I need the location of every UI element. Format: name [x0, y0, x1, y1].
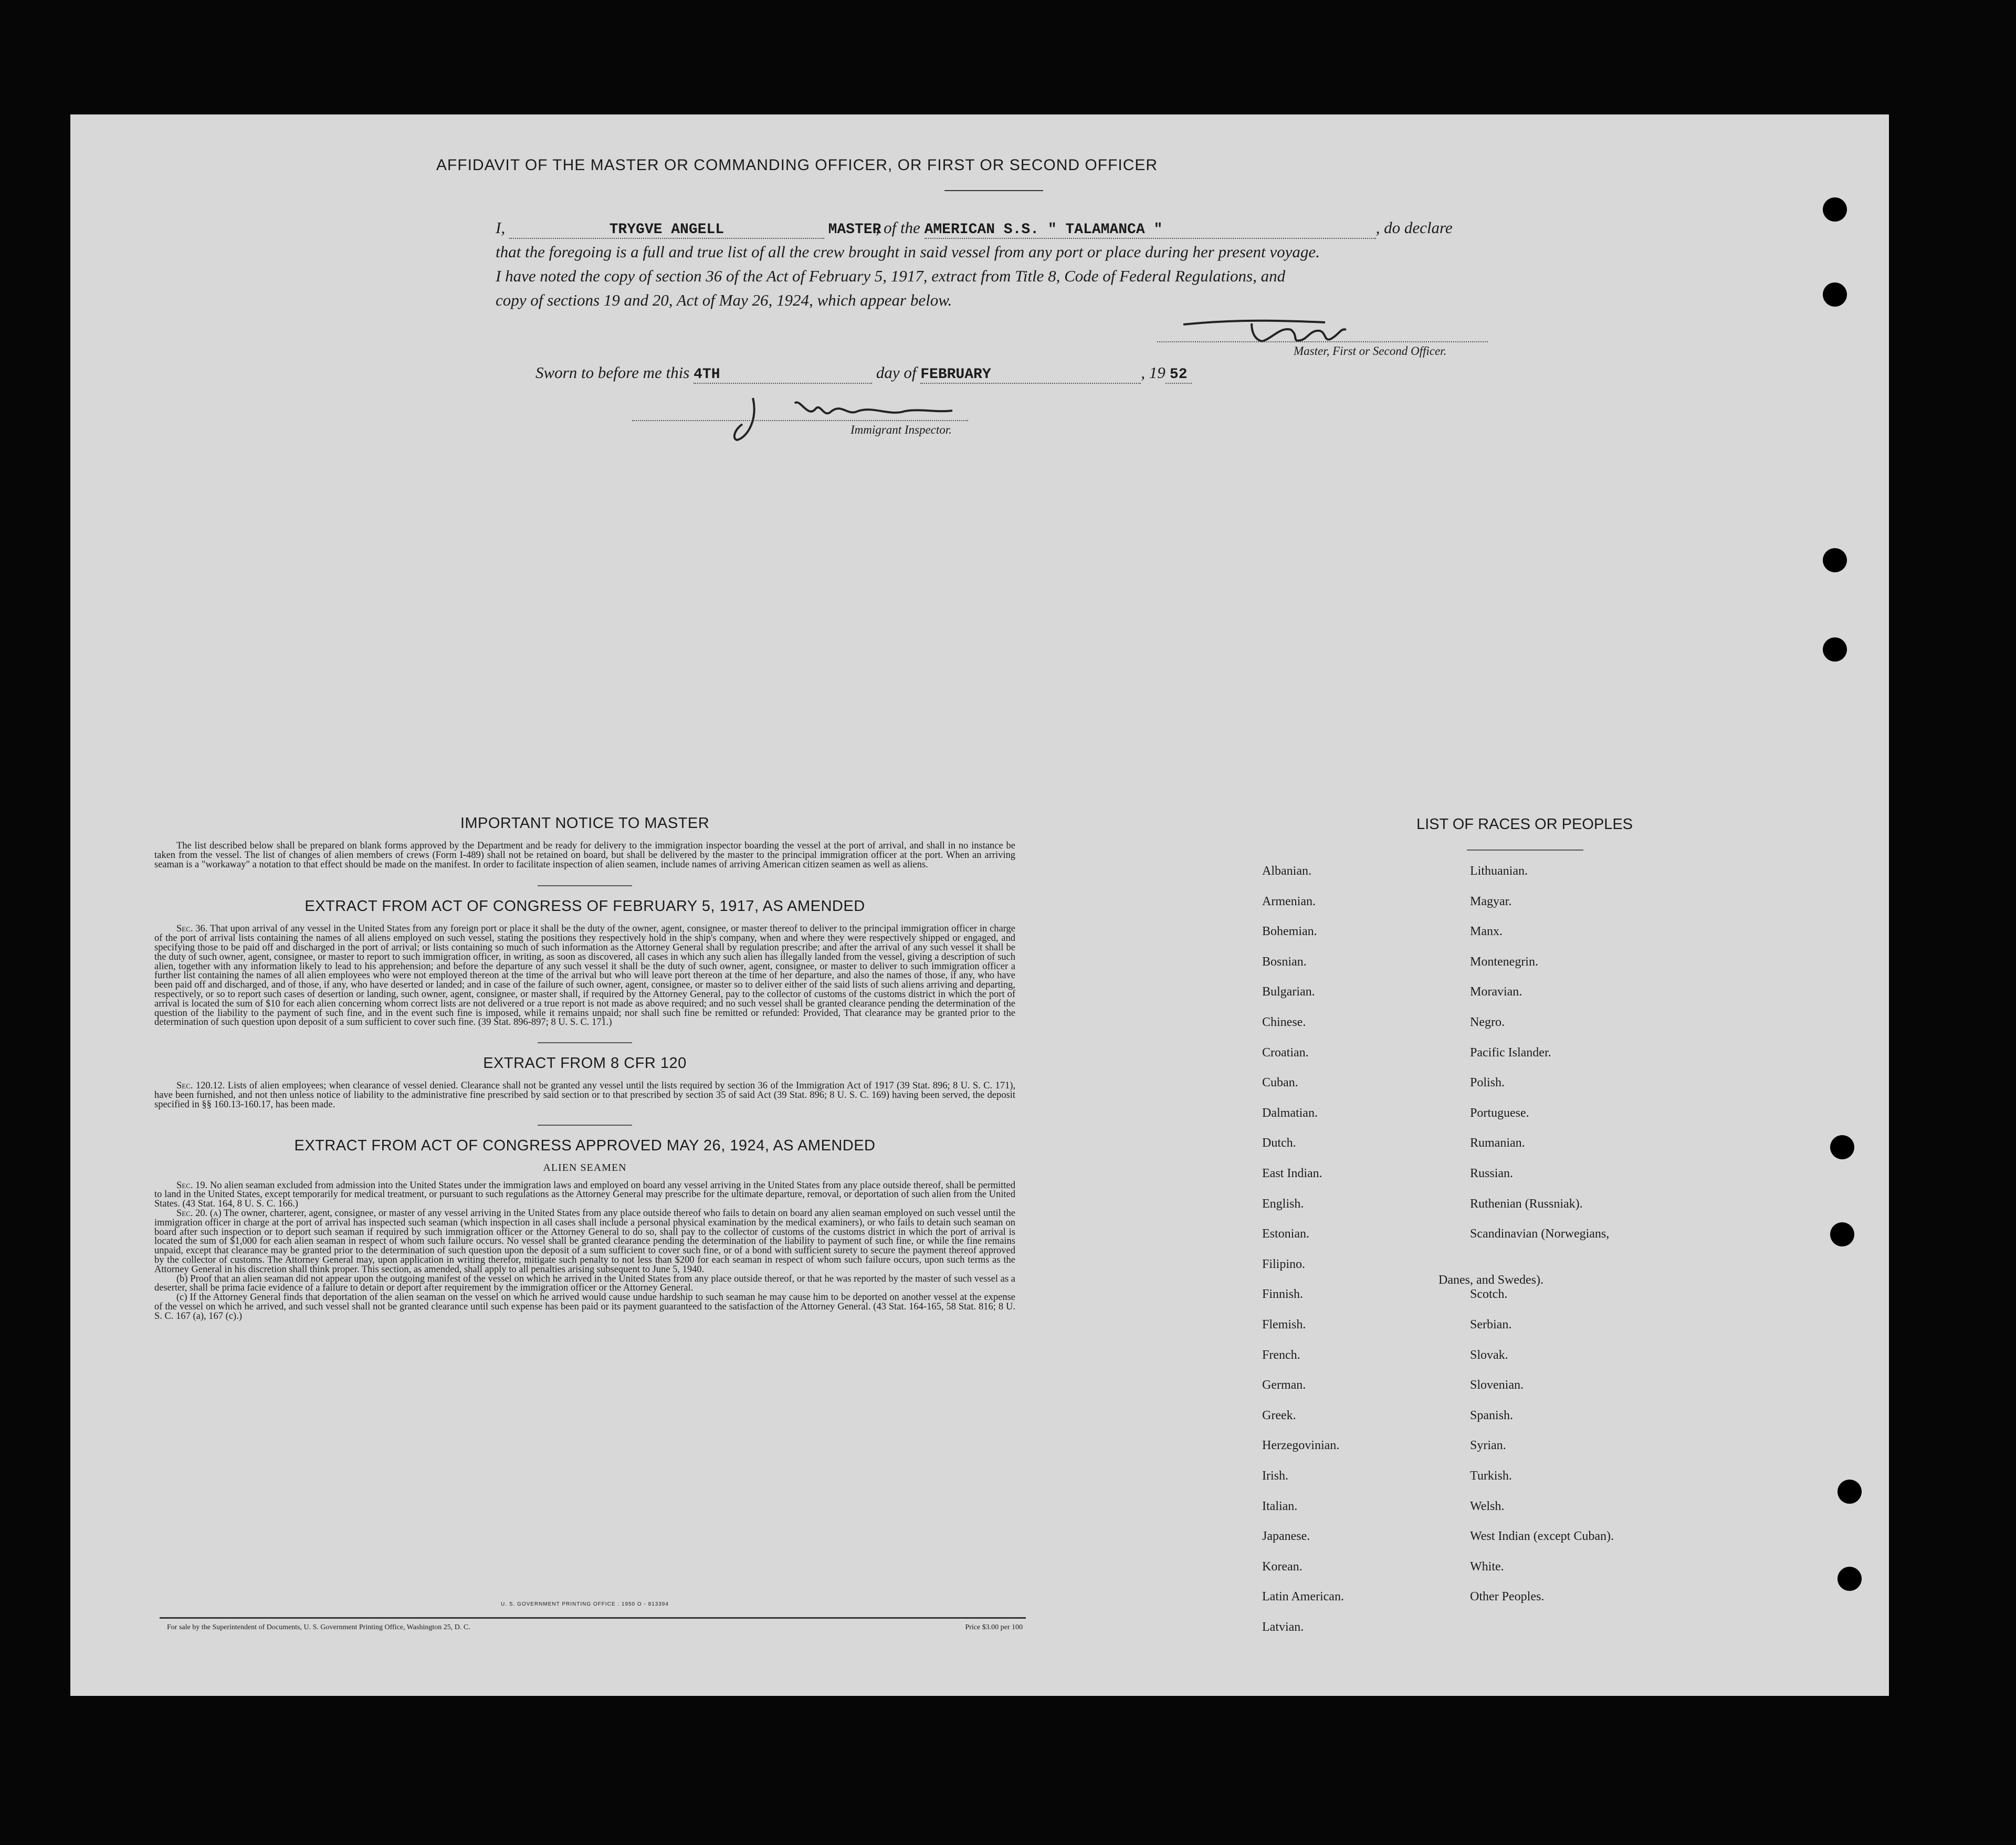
section-36-text: Sec. 36. That upon arrival of any vessel in the United States from any foreign port or place it shall be the duty of the owner, agent, consignee, or master thereof to deliver to the principal immigration officer in charge of the port of arrival lists containing the names of all aliens employed on such vessel, stating the positions they respectively hold in the ship's company, when and where they were respectively shipped or engaged, and specifying those to be paid off and discharged in the port of arrival; or lists containing so much of such information as the Attorney General shall by regulation prescribe; and after the arrival of any such vessel it shall be the duty of such owner, agent, consignee, or master to report to such immigration officer, in writing, as soon as discovered, all cases in which any such alien has illegally landed from the vessel, giving a description of such alien, together with any information likely to lead to his apprehension; and before the departure of any such vessel it shall be the duty of such owner, agent, consignee, or master to deliver to such immigration officer a further list containing the names of all alien employees who were not employed thereon at the time of the arrival but who will leave port thereon at the time of her departure, and also the names of those, if any, who have been paid off and discharged, and of those, if any, who have deserted or landed; and in case of the failure of such owner, agent, consignee, or master so to deliver either of the said lists of such aliens arriving and departing, respectively, or so to report such cases of desertion or landing, such owner, agent, consignee, or master shall, if required by the Attorney General, pay to the collector of customs of the customs district in which the port of arrival is located the sum of $10 for each alien concerning whom correct lists are not delivered or a true report is not made as above required; and no such vessel shall be granted clearance pending the determination of the question of the liability to the payment of such fine, and in the event such fine is imposed, while it remains unpaid; nor shall such fine be remitted or refunded: Provided, That clearance may be granted prior to the determination of such question upon deposit of a sum sufficient to cover such fine. (39 Stat. 896-897; 8 U. S. C. 171.)	[154, 924, 1015, 1028]
notice-title: IMPORTANT NOTICE TO MASTER	[460, 815, 710, 832]
day-field: 4TH	[694, 363, 872, 384]
race-item: Irish.	[1262, 1469, 1288, 1483]
race-item: Turkish.	[1470, 1469, 1512, 1483]
race-item: Russian.	[1470, 1167, 1514, 1180]
master-name-field: TRYGVE ANGELL	[509, 218, 824, 239]
extract-1917-title: EXTRACT FROM ACT OF CONGRESS OF FEBRUARY 5, 1917, AS AMENDED	[304, 898, 865, 915]
binder-hole	[1823, 197, 1847, 222]
race-item: French.	[1262, 1348, 1300, 1362]
race-item: Danes, and Swedes).	[1438, 1273, 1544, 1287]
month-field: FEBRUARY	[920, 363, 1141, 384]
race-item: Welsh.	[1470, 1499, 1505, 1513]
race-item: Filipino.	[1262, 1257, 1306, 1271]
race-item: Korean.	[1262, 1559, 1303, 1574]
extract-cfr-title: EXTRACT FROM 8 CFR 120	[483, 1055, 687, 1072]
title-divider	[944, 190, 1043, 191]
notice-text: The list described below shall be prepared on blank forms approved by the Department and be ready for delivery to the immigration inspector boarding the vessel at the port of arrival, and shall in no instance be taken from the vessel. The list of changes of alien members of crews (Form I-489) shall not be retained on board, but shall be delivered by the master to the principal immigration officer at the port. When an arriving seaman is a "workaway" a notation to that effect should be made on the manifest. In order to facilitate inspection of alien seamen, include names of arriving American citizen seamen as well as aliens.	[154, 841, 1015, 870]
affidavit-title: AFFIDAVIT OF THE MASTER OR COMMANDING OFFICER, OR FIRST OR SECOND OFFICER	[436, 156, 1158, 174]
race-item: Manx.	[1470, 925, 1503, 939]
race-item: Montenegrin.	[1470, 955, 1538, 969]
rank-field: MASTER	[828, 222, 881, 238]
race-item: Greek.	[1262, 1408, 1296, 1422]
race-item: Bosnian.	[1262, 955, 1307, 969]
binder-hole	[1830, 1135, 1854, 1159]
race-item: Other Peoples.	[1470, 1590, 1545, 1604]
races-title: LIST OF RACES OR PEOPLES	[1416, 816, 1633, 833]
race-item: Moravian.	[1470, 985, 1522, 999]
footer-sales-note: For sale by the Superintendent of Documents, U. S. Government Printing Office, Washington 25, D. C.	[167, 1623, 470, 1631]
vessel-field: AMERICAN S.S. " TALAMANCA "	[925, 218, 1376, 239]
gpo-imprint: U. S. GOVERNMENT PRINTING OFFICE : 1950 O - 813394	[501, 1601, 669, 1607]
race-item: English.	[1262, 1197, 1304, 1211]
race-item: Latin American.	[1262, 1590, 1344, 1604]
race-item: Polish.	[1470, 1076, 1505, 1090]
race-item: Lithuanian.	[1470, 864, 1528, 878]
race-item: Armenian.	[1262, 894, 1316, 908]
footer	[167, 1623, 1023, 1632]
race-item: Cuban.	[1262, 1076, 1298, 1090]
race-item: Albanian.	[1262, 864, 1311, 878]
binder-hole	[1838, 1480, 1862, 1504]
declaration-line-3: I have noted the copy of section 36 of the Act of February 5, 1917, extract from Title 8, Code of Federal Regulations, and	[496, 267, 1286, 285]
race-item: Chinese.	[1262, 1015, 1306, 1029]
binder-hole	[1823, 637, 1847, 662]
divider	[538, 1125, 632, 1126]
race-item: Spanish.	[1470, 1408, 1514, 1422]
race-item: Bohemian.	[1262, 925, 1317, 939]
year-field: 52	[1166, 363, 1192, 384]
race-item: West Indian (except Cuban).	[1470, 1529, 1614, 1544]
race-item: Slovenian.	[1470, 1378, 1524, 1392]
alien-seamen-subtitle: ALIEN SEAMEN	[543, 1161, 627, 1173]
race-item: Latvian.	[1262, 1620, 1304, 1634]
declaration-line-2: that the foregoing is a full and true list of all the crew brought in said vessel from any port or place during her present voyage.	[496, 243, 1320, 261]
race-item: Herzegovinian.	[1262, 1439, 1340, 1453]
binder-hole	[1823, 548, 1847, 572]
sworn-line: Sworn to before me this 4TH day of FEBRUARY , 19 52	[536, 363, 1192, 384]
race-item: Serbian.	[1470, 1318, 1512, 1332]
footer-price: Price $3.00 per 100	[965, 1623, 1023, 1631]
race-item: White.	[1470, 1559, 1504, 1574]
notices-column	[154, 815, 1015, 1322]
race-item: Dutch.	[1262, 1136, 1296, 1150]
race-item: Bulgarian.	[1262, 985, 1315, 999]
extract-1924-title: EXTRACT FROM ACT OF CONGRESS APPROVED MAY 26, 1924, AS AMENDED	[294, 1137, 876, 1154]
race-item: Estonian.	[1262, 1227, 1309, 1241]
declaration-line-1: I, TRYGVE ANGELL MASTER, of the AMERICAN S.S. " TALAMANCA " , do declare	[496, 218, 1453, 238]
race-item: German.	[1262, 1378, 1306, 1392]
race-item: Finnish.	[1262, 1287, 1304, 1302]
race-item: Magyar.	[1470, 894, 1512, 908]
race-item: Dalmatian.	[1262, 1106, 1318, 1120]
race-item: Croatian.	[1262, 1045, 1309, 1060]
race-item: Ruthenian (Russniak).	[1470, 1197, 1583, 1211]
section-20a-text: Sec. 20. (a) The owner, charterer, agent, consignee, or master of any vessel arriving in the United States from any place outside thereof who fails to detain on board any alien seaman employed on such vessel until the immigration officer in charge at the port of arrival has inspected such seaman (which inspection in all cases shall include a personal physical examination by the medical examiners), or who fails to detain such seaman on board after such inspection or to deport such seaman if required by such immigration officer or the Attorney General to do so, shall pay to the collector of customs of the customs district in which the port of arrival is located the sum of $1,000 for each alien seaman in respect of whom such failure occurs. No vessel shall be granted clearance pending the determination of the liability to payment of such fine, or while the fine remains unpaid, except that clearance may be granted prior to the determination of such question upon the deposit of a sum sufficient to cover such fine, or of a bond with sufficient surety to secure the payment thereof approved by the collector of customs. The Attorney General may, upon application in writing therefor, mitigate such penalty to not less than $200 for each seaman in respect of whom such failure occurs, upon such terms as the Attorney General in his discretion shall think proper. This section, as amended, shall apply to all penalties arising subsequent to June 5, 1940.	[154, 1208, 1015, 1275]
inspector-signature-line	[632, 420, 968, 421]
race-item: Scotch.	[1470, 1287, 1508, 1302]
race-item: Rumanian.	[1470, 1136, 1525, 1150]
section-19-text: Sec. 19. No alien seaman excluded from admission into the United States under the immigration laws and employed on board any vessel arriving in the United States from any place outside thereof, shall be permitted to land in the United States, except temporarily for medical treatment, or pursuant to such regulations as the Attorney General may prescribe for the ultimate departure, removal, or deportation of such alien from the United States. (43 Stat. 164, 8 U. S. C. 166.)	[154, 1180, 1015, 1210]
document-page	[70, 114, 1889, 1696]
officer-label: Master, First or Second Officer.	[1294, 344, 1447, 358]
race-item: Slovak.	[1470, 1348, 1508, 1362]
races-divider	[1467, 850, 1583, 851]
divider	[538, 885, 632, 886]
divider	[538, 1042, 632, 1043]
binder-hole	[1830, 1222, 1854, 1246]
binder-hole	[1823, 282, 1847, 307]
declaration-line-4: copy of sections 19 and 20, Act of May 26, 1924, which appear below.	[496, 291, 952, 309]
race-item: Scandinavian (Norwegians,	[1470, 1227, 1610, 1241]
race-item: Syrian.	[1470, 1439, 1506, 1453]
inspector-label: Immigrant Inspector.	[850, 423, 952, 436]
race-item: Japanese.	[1262, 1529, 1310, 1544]
section-20c-text: (c) If the Attorney General finds that deportation of the alien seaman on the vessel on which he arrived would cause undue hardship to such seaman he may cause him to be deported on another vessel at the expense of the vessel on which he arrived, and such vessel shall not be granted clearance until such expense has been paid or its payment guaranteed to the satisfaction of the Attorney General. (43 Stat. 164-165, 58 Stat. 816; 8 U. S. C. 167 (a), 167 (c).)	[154, 1292, 1015, 1322]
binder-hole	[1838, 1567, 1862, 1591]
footer-rule	[160, 1617, 1026, 1619]
section-120-text: Sec. 120.12. Lists of alien employees; when clearance of vessel denied. Clearance shall not be granted any vessel until the lists required by section 36 of the Immigration Act of 1917 (39 Stat. 896; 8 U. S. C. 171), have been furnished, and not then unless notice of liability to the administrative fine prescribed by said section or to that prescribed by section 35 of said Act (39 Stat. 896; 8 U. S. C. 169) having been served, the deposit specified in §§ 160.13-160.17, has been made.	[154, 1081, 1016, 1110]
race-item: Flemish.	[1262, 1318, 1306, 1332]
master-signature-line	[1157, 341, 1488, 342]
section-20b-text: (b) Proof that an alien seaman did not appear upon the outgoing manifest of the vessel on which he arrived in the United States from any place outside thereof, or that he was reported by the master of such vessel as a deserter, shall be prima facie evidence of a failure to detain or deport after requirement by the immigration officer or the Attorney General.	[154, 1273, 1015, 1294]
race-item: East Indian.	[1262, 1167, 1322, 1180]
race-item: Pacific Islander.	[1470, 1045, 1551, 1060]
race-item: Italian.	[1262, 1499, 1298, 1513]
race-item: Portuguese.	[1470, 1106, 1529, 1120]
race-item: Negro.	[1470, 1015, 1505, 1029]
